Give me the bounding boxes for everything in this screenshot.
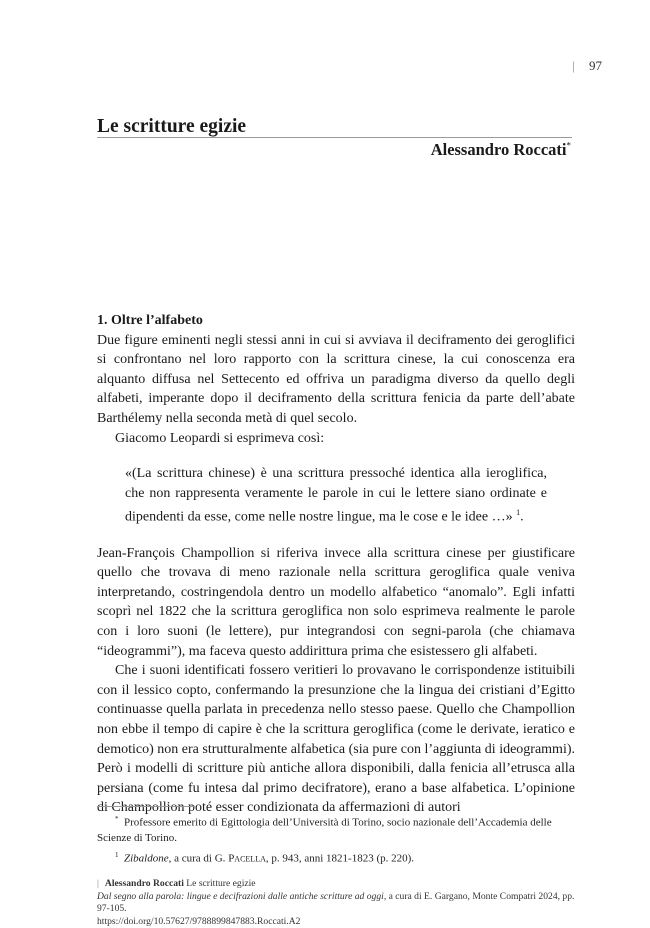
paragraph-2: Giacomo Leopardi si esprimeva così: [115, 430, 325, 446]
footnote-2-work: Zibaldone [124, 852, 169, 865]
footnote-ref-1[interactable]: 1 [516, 508, 521, 518]
citation-book: Dal segno alla parola: lingue e decifrazioni dalle antiche scritture ad oggi [97, 890, 384, 902]
citation-divider: | [97, 878, 99, 889]
page-number-value: 97 [589, 58, 602, 73]
page-number [572, 58, 602, 74]
title-rule [97, 137, 572, 138]
article-body [97, 311, 575, 818]
footnote-1-marker: * [115, 815, 119, 823]
footnote-rule [97, 806, 195, 807]
footnote-2-editor: Pacella [228, 852, 266, 865]
section-heading: 1. Oltre l’alfabeto [97, 313, 203, 328]
footnote-1-text: Professore emerito di Egittologia dell’Università di Torino, socio nazionale dell’Accademia delle Scienze di Torino. [97, 816, 552, 844]
paragraph-1: Due figure eminenti negli stessi anni in cui si avviava il deciframento dei geroglifici si confrontano nel loro rapporto con la scrittura cinese, la cui conoscenza era alquanto diffusa nel Settecento ed offriva un paradigma diverso da quello degli alfabeti, imperante dopo il deciframento della scrittura fenicia da parte dell’abate Barthélemy nella seconda metà di quel secolo. [97, 332, 575, 426]
author-name-text: Alessandro Roccati [430, 140, 567, 159]
citation-details: , a cura di E. Gargano, Monte Compatri 2024, pp. 97-105. [97, 890, 575, 914]
citation-line-1 [97, 878, 587, 891]
author-footnote-marker[interactable]: * [566, 140, 571, 151]
footnote-2-post: , p. 943, anni 1821-1823 (p. 220). [265, 852, 415, 865]
footnote-1 [97, 812, 575, 846]
article-title: Le scritture egizie [97, 116, 247, 137]
author-name [431, 140, 571, 160]
citation-block [97, 878, 587, 928]
header-divider: | [572, 58, 575, 73]
footnotes [97, 812, 575, 866]
citation-author: Alessandro Roccati [104, 878, 184, 889]
footnote-2 [97, 848, 575, 867]
footnote-2-pre: , a cura di G. [168, 852, 229, 865]
footnote-2-marker: 1 [115, 850, 119, 859]
paragraph-3: Jean-François Champollion si riferiva invece alla scrittura cinese per giustificare quello che trovava di meno razionale nella scrittura geroglifica quale veniva interpretando, costringendola dentro un modello alfabetico “anomalo”. Egli infatti scoprì nel 1822 che la scrittura geroglifica non solo esprimeva realmente le parole con i loro suoni (le lettere), pur integrandosi con segni-parola (che chiamava “ideogrammi”), ma faceva questo addirittura prima che esistessero gli alfabeti. [97, 545, 575, 659]
paragraph-4: Che i suoni identificati fossero veritieri lo provavano le corrispondenze istituibili con il lessico copto, confermando la presunzione che la lingua dei cristiani d’Egitto continuasse quella parlata in precedenza nello stesso paese. Quello che Champollion non ebbe il tempo di capire è che la scrittura geroglifica (come le derivate, ieratico e demotico) non era strutturalmente alfabetica (sia pure con l’aggiunta di ideogrammi). Però i modelli di scritture più antiche allora disponibili, dalla fenicia all’etrusca alla persiana (come fu intesa dal primo decifratore), erano a base alfabetica. L’opinione di Champollion poté esser condizionata da affermazioni di autori [97, 663, 575, 816]
block-quote: «(La scrittura chinese) è una scrittura pressoché identica alla ieroglifica, che non rappresenta veramente le parole in cui le lettere siano ordinate e dipendenti da esse, come nelle nostre lingue, ma le cose e le idee …» $^1$. [125, 466, 547, 525]
block-quote-text: «(La scrittura chinese) è una scrittura pressoché identica alla ieroglifica, che non rappresenta veramente le parole in cui le lettere siano ordinate e dipendenti da esse, come nelle nostre lingue, ma le cose e le idee …» [125, 466, 547, 525]
citation-line-2 [97, 891, 587, 916]
citation-doi[interactable]: https://doi.org/10.57627/9788899847883.Roccati.A2 [97, 915, 301, 927]
citation-title: Le scritture egizie [186, 878, 256, 889]
